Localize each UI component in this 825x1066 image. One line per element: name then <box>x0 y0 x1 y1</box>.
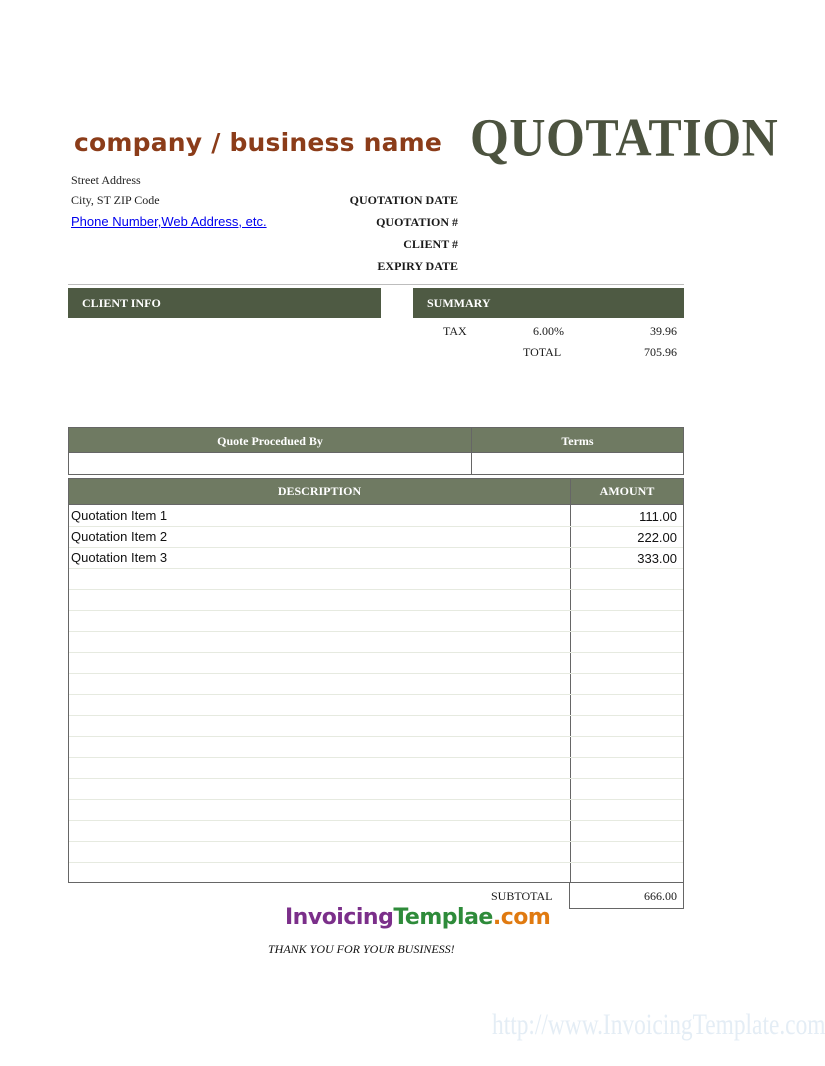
row-line <box>69 757 683 758</box>
document-title: QUOTATION <box>470 107 779 168</box>
quotation-date-label: QUOTATION DATE <box>349 193 458 207</box>
row-line <box>69 778 683 779</box>
row-line <box>69 862 683 863</box>
row-line <box>69 526 683 527</box>
tax-label: TAX <box>443 324 467 338</box>
row-line <box>69 715 683 716</box>
column-divider <box>570 479 571 882</box>
street-address: Street Address <box>71 173 141 187</box>
contact-link[interactable]: Phone Number,Web Address, etc. <box>71 214 267 229</box>
quotation-number-label: QUOTATION # <box>376 215 458 229</box>
expiry-date-label: EXPIRY DATE <box>377 259 458 273</box>
terms-table <box>68 427 684 475</box>
subtotal-cell <box>569 882 684 909</box>
amount-header: AMOUNT <box>571 479 683 504</box>
row-line <box>69 673 683 674</box>
row-line <box>69 589 683 590</box>
thank-you-note: THANK YOU FOR YOUR BUSINESS! <box>268 942 455 956</box>
quote-procedued-by-cell[interactable] <box>68 452 472 475</box>
tax-amount: 39.96 <box>650 324 677 338</box>
quote-procedued-by-header: Quote Procedued By <box>68 427 472 453</box>
item-amount: 111.00 <box>639 509 677 524</box>
row-line <box>69 694 683 695</box>
watermark: http://www.InvoicingTemplate.com <box>492 1008 825 1041</box>
total-amount: 705.96 <box>644 345 677 359</box>
item-description: Quotation Item 2 <box>71 529 168 544</box>
item-description: Quotation Item 1 <box>71 508 168 523</box>
total-label: TOTAL <box>523 345 562 359</box>
brand-segment: Invoicing <box>285 905 394 930</box>
row-line <box>69 841 683 842</box>
client-number-label: CLIENT # <box>403 237 458 251</box>
row-line <box>69 631 683 632</box>
row-line <box>69 610 683 611</box>
description-header: DESCRIPTION <box>69 479 570 504</box>
summary-header <box>413 288 684 318</box>
row-line <box>69 652 683 653</box>
row-line <box>69 820 683 821</box>
row-line <box>69 547 683 548</box>
tax-rate: 6.00% <box>533 324 564 338</box>
header-bottom-line <box>69 504 683 505</box>
summary-title: SUMMARY <box>427 296 491 310</box>
row-line <box>69 568 683 569</box>
item-description: Quotation Item 3 <box>71 550 168 565</box>
client-info-header <box>68 288 381 318</box>
company-name: company / business name <box>74 128 443 157</box>
row-line <box>69 736 683 737</box>
subtotal-amount: 666.00 <box>644 889 677 903</box>
brand-segment: .com <box>492 905 551 930</box>
subtotal-label: SUBTOTAL <box>491 889 553 903</box>
row-line <box>69 799 683 800</box>
item-amount: 333.00 <box>637 551 677 566</box>
terms-cell[interactable] <box>471 452 684 475</box>
client-info-title: CLIENT INFO <box>82 296 161 310</box>
brand-logo <box>285 905 550 930</box>
item-amount: 222.00 <box>637 530 677 545</box>
items-table <box>68 478 684 883</box>
header-divider <box>68 284 684 285</box>
brand-segment: Templae <box>393 905 493 930</box>
city-state-zip: City, ST ZIP Code <box>71 193 160 207</box>
terms-header: Terms <box>471 427 684 453</box>
